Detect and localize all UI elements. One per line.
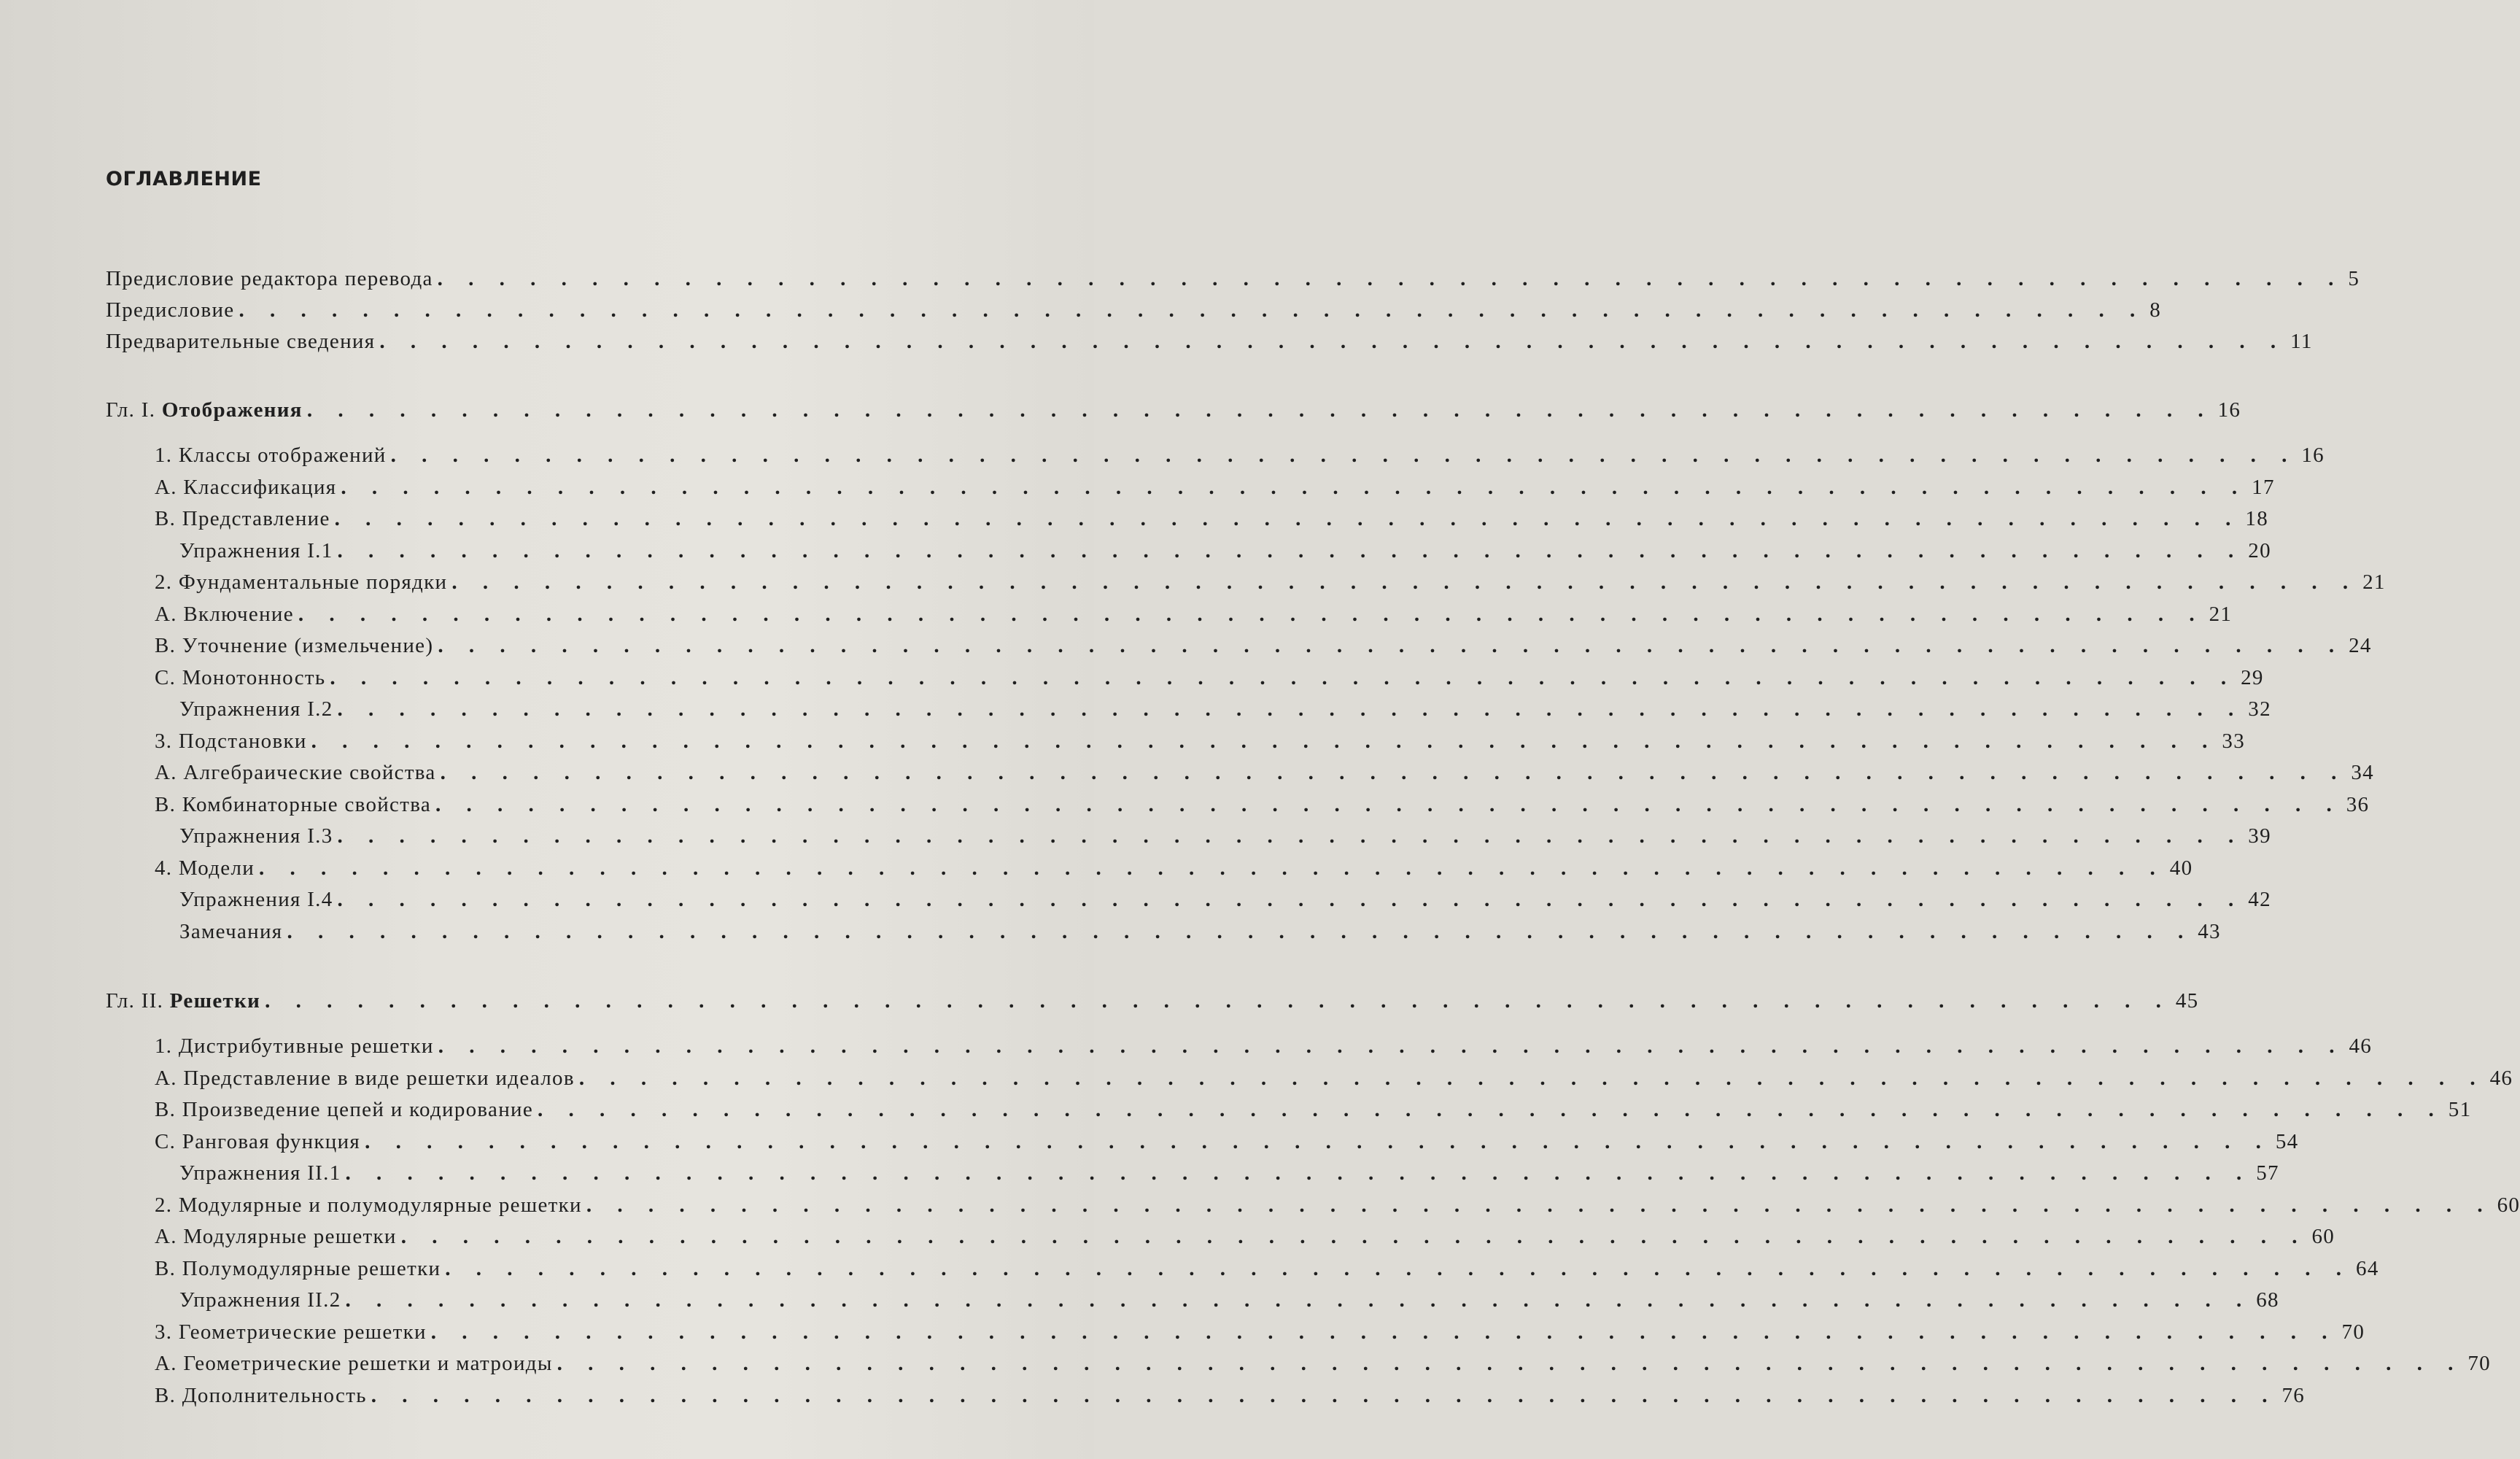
page-number: 21 <box>2362 570 2386 594</box>
dot-leader: . . . . . . . . . . . . . . . . . . . . . . . . . . . . . . . . . . . . . . . . . . . . . . . . . . . . . . . . . . . . . . <box>437 267 2344 290</box>
page-number: 46 <box>2489 1066 2513 1090</box>
page-number: 39 <box>2248 824 2271 848</box>
dot-leader: . . . . . . . . . . . . . . . . . . . . . . . . . . . . . . . . . . . . . . . . . . . . . . . . . . . . . . . . . . . . . . <box>287 919 2194 943</box>
toc-entry-label: A. Модулярные решетки <box>155 1225 397 1248</box>
page-number: 43 <box>2198 919 2221 943</box>
toc-entry-label: 1. Дистрибутивные решетки <box>155 1034 434 1058</box>
toc-entry <box>0 820 2271 852</box>
dot-leader: . . . . . . . . . . . . . . . . . . . . . . . . . . . . . . . . . . . . . . . . . . . . . . . . . . . . . . . . . . . . . . <box>438 1034 2345 1058</box>
dot-leader: . . . . . . . . . . . . . . . . . . . . . . . . . . . . . . . . . . . . . . . . . . . . . . . . . . . . . . . . . . . . . . <box>337 824 2244 848</box>
toc-entry <box>0 725 2246 757</box>
dot-leader: . . . . . . . . . . . . . . . . . . . . . . . . . . . . . . . . . . . . . . . . . . . . . . . . . . . . . . . . . . . . . . <box>538 1098 2444 1121</box>
chapter-number: Гл. II. <box>106 989 164 1013</box>
page-number: 18 <box>2245 507 2269 530</box>
dot-leader: . . . . . . . . . . . . . . . . . . . . . . . . . . . . . . . . . . . . . . . . . . . . . . . . . . . . . . . . . . . . . . <box>306 398 2214 422</box>
toc-entry <box>0 916 2221 948</box>
toc-entry <box>0 1379 2306 1412</box>
page-number: 16 <box>2217 398 2241 422</box>
toc-entry-label: B. Уточнение (измельчение) <box>155 634 434 657</box>
page-number: 40 <box>2169 856 2193 880</box>
dot-leader: . . . . . . . . . . . . . . . . . . . . . . . . . . . . . . . . . . . . . . . . . . . . . . . . . . . . . . . . . . . . . . <box>451 570 2359 594</box>
page-number: 11 <box>2290 330 2313 353</box>
toc-entry-label: Предварительные сведения <box>106 330 376 353</box>
page-number: 21 <box>2209 602 2233 626</box>
dot-leader: . . . . . . . . . . . . . . . . . . . . . . . . . . . . . . . . . . . . . . . . . . . . . . . . . . . . . . . . . . . . . . <box>435 792 2342 816</box>
page-number: 45 <box>2175 989 2199 1013</box>
toc-entry <box>0 1189 2520 1221</box>
toc-entry <box>0 1126 2299 1158</box>
toc-entry-label: 4. Модели <box>155 856 255 880</box>
toc-entry <box>0 1030 2373 1062</box>
chapter-title: Решетки <box>169 989 261 1013</box>
toc-entry-label: C. Монотонность <box>155 665 326 689</box>
page-number: 46 <box>2349 1034 2373 1058</box>
toc-entry <box>0 535 2271 567</box>
dot-leader: . . . . . . . . . . . . . . . . . . . . . . . . . . . . . . . . . . . . . . . . . . . . . . . . . . . . . . . . . . . . . . <box>259 856 2166 880</box>
toc-entry <box>0 883 2271 916</box>
toc-entry-label: A. Геометрические решетки и матроиды <box>155 1352 553 1375</box>
dot-leader: . . . . . . . . . . . . . . . . . . . . . . . . . . . . . . . . . . . . . . . . . . . . . . . . . . . . . . . . . . . . . . <box>341 475 2248 499</box>
toc-entry <box>0 1157 2279 1189</box>
toc-entry <box>0 1316 2365 1348</box>
page-number: 8 <box>2149 298 2161 322</box>
toc-entry <box>0 471 2275 503</box>
toc-entry <box>0 852 2193 884</box>
toc-entry-label: Упражнения II.2 <box>179 1288 341 1312</box>
toc-entry <box>0 789 2370 821</box>
dot-leader: . . . . . . . . . . . . . . . . . . . . . . . . . . . . . . . . . . . . . . . . . . . . . . . . . . . . . . . . . . . . . . <box>440 761 2347 784</box>
dot-leader: . . . . . . . . . . . . . . . . . . . . . . . . . . . . . . . . . . . . . . . . . . . . . . . . . . . . . . . . . . . . . . <box>337 888 2244 911</box>
toc-entry-label: Замечания <box>179 919 283 943</box>
toc-entry-label: A. Представление в виде решетки идеалов <box>155 1066 575 1090</box>
toc-entry <box>0 1284 2279 1316</box>
toc-title: ОГЛАВЛЕНИЕ <box>106 168 262 190</box>
page-number: 32 <box>2248 697 2271 721</box>
toc-entry-label: A. Алгебраические свойства <box>155 761 436 784</box>
toc-entry <box>0 1062 2513 1094</box>
toc-entry <box>0 756 2374 789</box>
dot-leader: . . . . . . . . . . . . . . . . . . . . . . . . . . . . . . . . . . . . . . . . . . . . . . . . . . . . . . . . . . . . . . <box>239 298 2146 322</box>
page-number: 70 <box>2467 1352 2491 1375</box>
page-number: 20 <box>2248 538 2271 562</box>
page-number: 16 <box>2301 444 2325 467</box>
toc-entry <box>0 1220 2335 1253</box>
page-number: 60 <box>2311 1225 2335 1248</box>
page-number: 68 <box>2256 1288 2279 1312</box>
page-number: 5 <box>2348 267 2360 290</box>
dot-leader: . . . . . . . . . . . . . . . . . . . . . . . . . . . . . . . . . . . . . . . . . . . . . . . . . . . . . . . . . . . . . . <box>311 729 2218 753</box>
toc-entry-label: B. Представление <box>155 507 330 530</box>
dot-leader: . . . . . . . . . . . . . . . . . . . . . . . . . . . . . . . . . . . . . . . . . . . . . . . . . . . . . . . . . . . . . . <box>337 697 2244 721</box>
toc-entry <box>0 263 2360 295</box>
toc-entry-label: A. Включение <box>155 602 294 626</box>
toc-entry-label: A. Классификация <box>155 475 337 499</box>
toc-entry <box>0 566 2386 598</box>
toc-entry <box>0 630 2372 662</box>
toc-entry <box>0 1094 2472 1126</box>
dot-leader: . . . . . . . . . . . . . . . . . . . . . . . . . . . . . . . . . . . . . . . . . . . . . . . . . . . . . . . . . . . . . . <box>557 1352 2464 1375</box>
dot-leader: . . . . . . . . . . . . . . . . . . . . . . . . . . . . . . . . . . . . . . . . . . . . . . . . . . . . . . . . . . . . . . <box>390 444 2298 467</box>
dot-leader: . . . . . . . . . . . . . . . . . . . . . . . . . . . . . . . . . . . . . . . . . . . . . . . . . . . . . . . . . . . . . . <box>371 1383 2278 1407</box>
toc-entry <box>0 325 2313 357</box>
toc-entry <box>0 294 2161 326</box>
toc-entry <box>0 439 2325 471</box>
toc-chapter-row <box>0 985 2199 1017</box>
page-number: 57 <box>2256 1161 2279 1185</box>
dot-leader: . . . . . . . . . . . . . . . . . . . . . . . . . . . . . . . . . . . . . . . . . . . . . . . . . . . . . . . . . . . . . . <box>265 989 2171 1013</box>
toc-chapter-row <box>0 394 2241 426</box>
toc-entry-label: 3. Геометрические решетки <box>155 1320 427 1344</box>
dot-leader: . . . . . . . . . . . . . . . . . . . . . . . . . . . . . . . . . . . . . . . . . . . . . . . . . . . . . . . . . . . . . . <box>365 1129 2271 1153</box>
dot-leader: . . . . . . . . . . . . . . . . . . . . . . . . . . . . . . . . . . . . . . . . . . . . . . . . . . . . . . . . . . . . . . <box>400 1225 2308 1248</box>
toc-chapter-label <box>106 394 303 426</box>
dot-leader: . . . . . . . . . . . . . . . . . . . . . . . . . . . . . . . . . . . . . . . . . . . . . . . . . . . . . . . . . . . . . . <box>445 1256 2352 1280</box>
toc-entry-label: 1. Классы отображений <box>155 444 387 467</box>
page-number: 64 <box>2356 1256 2379 1280</box>
page-number: 54 <box>2275 1129 2299 1153</box>
toc-entry-label: B. Комбинаторные свойства <box>155 792 431 816</box>
toc-entry <box>0 1347 2491 1379</box>
toc-entry-label: Упражнения I.4 <box>179 888 333 911</box>
toc-entry <box>0 503 2269 535</box>
toc-chapter-label <box>106 985 260 1017</box>
dot-leader: . . . . . . . . . . . . . . . . . . . . . . . . . . . . . . . . . . . . . . . . . . . . . . . . . . . . . . . . . . . . . . <box>337 538 2244 562</box>
toc-entry-label: 2. Фундаментальные порядки <box>155 570 448 594</box>
dot-leader: . . . . . . . . . . . . . . . . . . . . . . . . . . . . . . . . . . . . . . . . . . . . . . . . . . . . . . . . . . . . . . <box>578 1066 2486 1090</box>
toc-entry-label: Упражнения I.2 <box>179 697 333 721</box>
toc-entry-label: B. Полумодулярные решетки <box>155 1256 441 1280</box>
toc-entry-label: 2. Модулярные и полумодулярные решетки <box>155 1193 582 1217</box>
toc-entry-label: B. Дополнительность <box>155 1383 367 1407</box>
dot-leader: . . . . . . . . . . . . . . . . . . . . . . . . . . . . . . . . . . . . . . . . . . . . . . . . . . . . . . . . . . . . . . <box>430 1320 2338 1344</box>
dot-leader: . . . . . . . . . . . . . . . . . . . . . . . . . . . . . . . . . . . . . . . . . . . . . . . . . . . . . . . . . . . . . . <box>379 330 2287 353</box>
page-number: 33 <box>2222 729 2246 753</box>
page-number: 17 <box>2252 475 2275 499</box>
page-number: 36 <box>2346 792 2370 816</box>
toc-entry-label: Упражнения I.3 <box>179 824 333 848</box>
chapter-title: Отображения <box>161 398 303 422</box>
toc-entry <box>0 1253 2379 1285</box>
page-number: 70 <box>2341 1320 2365 1344</box>
dot-leader: . . . . . . . . . . . . . . . . . . . . . . . . . . . . . . . . . . . . . . . . . . . . . . . . . . . . . . . . . . . . . . <box>438 634 2345 657</box>
page-number: 51 <box>2448 1098 2472 1121</box>
toc-entry-label: C. Ранговая функция <box>155 1129 361 1153</box>
page-number: 60 <box>2497 1193 2520 1217</box>
toc-entry-label: B. Произведение цепей и кодирование <box>155 1098 534 1121</box>
page-number: 24 <box>2349 634 2372 657</box>
toc-entry-label: Упражнения II.1 <box>179 1161 341 1185</box>
page-number: 42 <box>2248 888 2271 911</box>
page-number: 29 <box>2241 665 2264 689</box>
chapter-number: Гл. I. <box>106 398 156 422</box>
page-number: 34 <box>2351 761 2374 784</box>
dot-leader: . . . . . . . . . . . . . . . . . . . . . . . . . . . . . . . . . . . . . . . . . . . . . . . . . . . . . . . . . . . . . . <box>345 1288 2252 1312</box>
dot-leader: . . . . . . . . . . . . . . . . . . . . . . . . . . . . . . . . . . . . . . . . . . . . . . . . . . . . . . . . . . . . . . <box>330 665 2237 689</box>
toc-entry <box>0 662 2264 694</box>
toc-entry <box>0 693 2271 725</box>
toc-entry <box>0 598 2233 630</box>
dot-leader: . . . . . . . . . . . . . . . . . . . . . . . . . . . . . . . . . . . . . . . . . . . . . . . . . . . . . . . . . . . . . . <box>345 1161 2252 1185</box>
toc-entry-label: 3. Подстановки <box>155 729 307 753</box>
toc-entry-label: Упражнения I.1 <box>179 538 333 562</box>
dot-leader: . . . . . . . . . . . . . . . . . . . . . . . . . . . . . . . . . . . . . . . . . . . . . . . . . . . . . . . . . . . . . . <box>298 602 2205 626</box>
dot-leader: . . . . . . . . . . . . . . . . . . . . . . . . . . . . . . . . . . . . . . . . . . . . . . . . . . . . . . . . . . . . . . <box>586 1193 2493 1217</box>
dot-leader: . . . . . . . . . . . . . . . . . . . . . . . . . . . . . . . . . . . . . . . . . . . . . . . . . . . . . . . . . . . . . . <box>334 507 2241 530</box>
page-number: 76 <box>2281 1383 2306 1407</box>
toc-entry-label: Предисловие редактора перевода <box>106 267 433 290</box>
toc-entry-label: Предисловие <box>106 298 235 322</box>
